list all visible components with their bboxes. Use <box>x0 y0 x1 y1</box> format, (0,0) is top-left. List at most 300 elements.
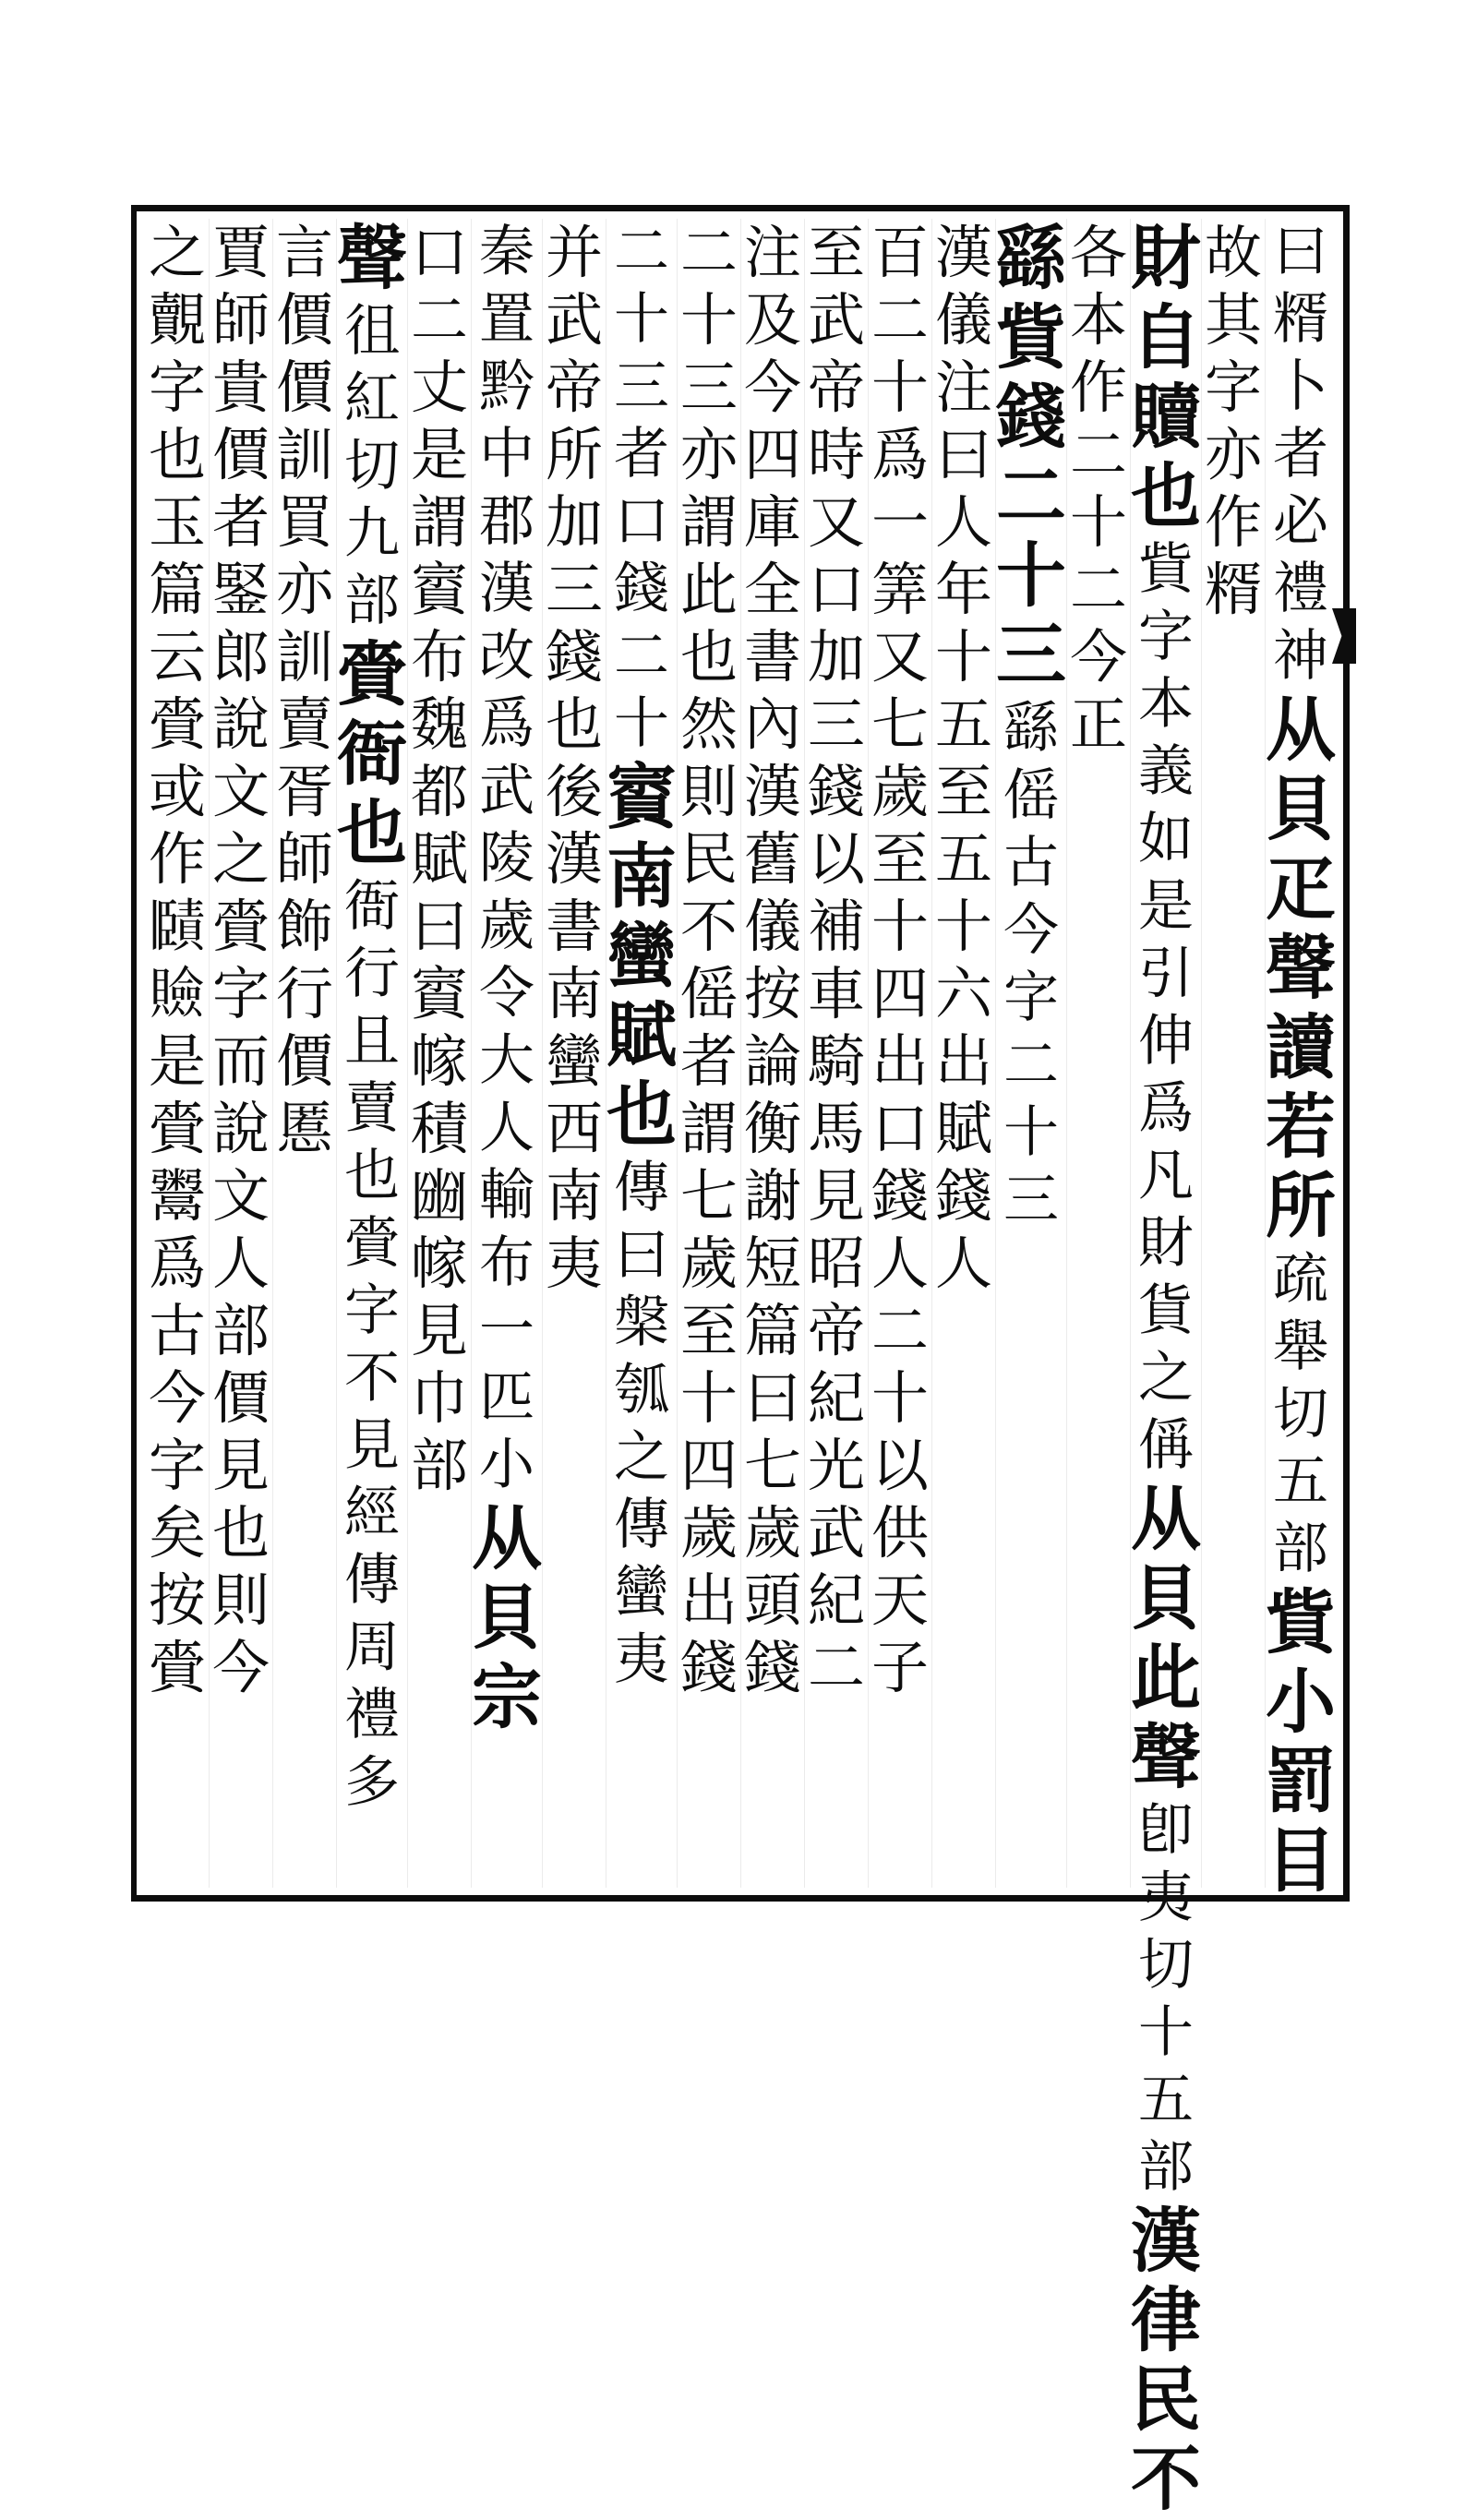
commentary-char: 中 <box>479 422 534 486</box>
commentary-char: 出 <box>934 1027 992 1095</box>
commentary-char: 漢 <box>934 219 992 286</box>
commentary-char: 論 <box>743 1027 801 1095</box>
main-text-char: 此 <box>1131 1637 1201 1719</box>
main-text-char: 蠻 <box>606 915 677 997</box>
commentary-char: 鋻 <box>211 556 270 623</box>
commentary-char: 且 <box>344 1009 400 1074</box>
commentary-char: 賦 <box>410 825 468 893</box>
commentary-char: 筭 <box>871 556 929 623</box>
commentary-char: 者 <box>1273 422 1328 486</box>
main-text-char: 聲 <box>1131 1716 1201 1798</box>
commentary-char: 百 <box>871 219 929 286</box>
commentary-char: 蠻 <box>545 1027 603 1095</box>
commentary-char: 三 <box>545 556 603 623</box>
commentary-char: 郡 <box>479 489 534 554</box>
commentary-char: 二 <box>614 220 669 284</box>
main-text-char: 从 <box>1266 689 1336 771</box>
commentary-char: 者 <box>614 422 669 486</box>
commentary-char: 卜 <box>1273 354 1328 419</box>
commentary-char: 𧷤 <box>148 893 206 960</box>
commentary-char: 時 <box>807 421 865 488</box>
commentary-char: 又 <box>871 623 929 690</box>
commentary-char: 積 <box>410 1095 468 1162</box>
commentary-char: 賣 <box>275 690 333 758</box>
commentary-char: 錢 <box>614 557 669 621</box>
commentary-char: 及 <box>743 286 801 354</box>
commentary-char: 南 <box>545 1162 603 1230</box>
commentary-char: 凡 <box>1138 1144 1194 1208</box>
commentary-char: 丈 <box>410 354 468 421</box>
commentary-char: 繇 <box>1003 696 1059 761</box>
commentary-char: 書 <box>545 893 603 960</box>
commentary-char: 一 <box>479 1298 534 1362</box>
text-column-1 <box>1265 219 1336 1902</box>
commentary-char: 九 <box>344 501 400 566</box>
commentary-char: 十 <box>1138 2000 1194 2065</box>
text-column-12 <box>542 219 606 1888</box>
commentary-char: 買 <box>275 488 333 556</box>
commentary-char: 貴 <box>211 354 270 421</box>
text-columns <box>137 211 1343 2520</box>
commentary-char: 價 <box>275 286 333 354</box>
commentary-char: 是 <box>410 421 468 488</box>
commentary-char: 飾 <box>275 893 333 960</box>
commentary-char: 十 <box>871 354 929 421</box>
main-text-char: 民 <box>1131 2358 1201 2441</box>
commentary-char: 也 <box>148 421 206 488</box>
commentary-char: 十 <box>614 287 669 352</box>
commentary-char: 如 <box>1138 807 1194 871</box>
commentary-char: 人 <box>934 488 992 556</box>
commentary-char: 之 <box>211 825 270 893</box>
commentary-char: 亦 <box>1204 421 1262 488</box>
commentary-char: 小 <box>479 1433 534 1497</box>
commentary-char: 二 <box>410 286 468 354</box>
commentary-char: 師 <box>211 286 270 354</box>
commentary-char: 馬 <box>807 1095 865 1162</box>
commentary-char: 十 <box>934 623 992 690</box>
commentary-char: 漢 <box>545 825 603 893</box>
commentary-char: 玉 <box>148 488 206 556</box>
commentary-char: 部 <box>211 1297 270 1364</box>
main-text-char: 也 <box>1131 455 1201 537</box>
commentary-char: 傜 <box>1003 763 1059 828</box>
main-text-char: 聲 <box>1266 927 1336 1009</box>
commentary-char: 五 <box>1138 2068 1194 2132</box>
commentary-char: 字 <box>148 354 206 421</box>
commentary-char: 傳 <box>344 1548 400 1613</box>
commentary-char: 師 <box>275 825 333 893</box>
commentary-char: 見 <box>410 1297 468 1364</box>
commentary-char: 二 <box>871 286 929 354</box>
commentary-char: 又 <box>807 488 865 556</box>
commentary-char: 十 <box>934 893 992 960</box>
commentary-char: 賫 <box>148 690 206 758</box>
commentary-char: 慝 <box>275 1095 333 1162</box>
commentary-char: 瓠 <box>614 1358 669 1422</box>
commentary-char: 天 <box>871 1566 929 1634</box>
commentary-char: 說 <box>211 690 270 758</box>
commentary-char: 糈 <box>1273 287 1328 352</box>
main-text-char: 律 <box>1131 2279 1201 2361</box>
text-column-14 <box>407 219 471 1888</box>
commentary-char: 短 <box>743 1230 801 1297</box>
commentary-char: 十 <box>871 1364 929 1432</box>
main-text-char: 讀 <box>1266 1006 1336 1088</box>
commentary-char: 幏 <box>410 1027 468 1095</box>
text-column-11 <box>606 219 677 1888</box>
commentary-char: 庫 <box>743 488 801 556</box>
commentary-char: 則 <box>679 758 738 825</box>
commentary-char: 神 <box>1273 624 1328 689</box>
commentary-char: 二 <box>614 624 669 689</box>
commentary-char: 見 <box>807 1162 865 1230</box>
commentary-char: 禮 <box>1273 557 1328 621</box>
commentary-char: 人 <box>211 1230 270 1297</box>
commentary-char: 偁 <box>1138 1413 1194 1478</box>
commentary-char: 都 <box>410 758 468 825</box>
commentary-char: 騎 <box>807 1027 865 1095</box>
commentary-char: 不 <box>344 1346 400 1410</box>
commentary-char: 武 <box>479 759 534 823</box>
commentary-char: 七 <box>871 690 929 758</box>
commentary-char: 令 <box>479 961 534 1026</box>
main-text-char: 繇 <box>996 217 1066 299</box>
commentary-char: 衙 <box>344 874 400 939</box>
commentary-char: 見 <box>211 1432 270 1499</box>
main-text-char: 从 <box>1131 1478 1201 1560</box>
commentary-char: 謂 <box>410 488 468 556</box>
commentary-char: 賣 <box>344 1076 400 1141</box>
commentary-char: 今 <box>211 1634 270 1701</box>
main-text-char: 贖 <box>1131 376 1201 458</box>
commentary-char: 胥 <box>275 758 333 825</box>
commentary-char: 者 <box>211 488 270 556</box>
commentary-char: 至 <box>934 758 992 825</box>
commentary-char: 賦 <box>934 1095 992 1162</box>
commentary-char: 二 <box>679 219 738 286</box>
commentary-char: 亦 <box>275 556 333 623</box>
commentary-char: 年 <box>934 556 992 623</box>
commentary-char: 十 <box>679 286 738 354</box>
text-column-9 <box>740 219 804 1888</box>
commentary-char: 亦 <box>679 421 738 488</box>
commentary-char: 錢 <box>545 623 603 690</box>
commentary-char: 今 <box>1003 898 1059 963</box>
text-column-5 <box>995 219 1066 1888</box>
commentary-char: 以 <box>871 1432 929 1499</box>
main-text-char: 衙 <box>337 713 407 795</box>
commentary-char: 爲 <box>871 421 929 488</box>
main-text-char: 宗 <box>472 1656 542 1738</box>
commentary-char: 價 <box>211 1364 270 1432</box>
commentary-char: 疏 <box>1273 1247 1328 1312</box>
commentary-char: 注 <box>934 354 992 421</box>
main-text-char: 聲 <box>337 217 407 299</box>
commentary-char: 武 <box>807 286 865 354</box>
commentary-char: 謂 <box>679 488 738 556</box>
main-text-char: 小 <box>1266 1661 1336 1743</box>
commentary-char: 全 <box>743 556 801 623</box>
commentary-char: 巾 <box>410 1364 468 1432</box>
commentary-char: 加 <box>545 488 603 556</box>
commentary-char: 經 <box>344 1481 400 1545</box>
commentary-char: 二 <box>1003 1033 1059 1098</box>
commentary-char: 賫 <box>344 1211 400 1276</box>
commentary-char: 匹 <box>479 1365 534 1430</box>
commentary-char: 部 <box>1138 2135 1194 2200</box>
commentary-char: 曰 <box>743 1364 801 1432</box>
commentary-char: 南 <box>545 960 603 1027</box>
commentary-char: 古 <box>148 1297 206 1364</box>
commentary-char: 輸 <box>479 1163 534 1228</box>
commentary-char: 或 <box>148 758 206 825</box>
commentary-char: 切 <box>1273 1382 1328 1446</box>
text-column-17 <box>209 219 272 1888</box>
commentary-char: 魏 <box>410 690 468 758</box>
commentary-char: 歲 <box>479 894 534 958</box>
commentary-char: 後 <box>545 758 603 825</box>
print-frame <box>131 205 1350 2520</box>
commentary-char: 郎 <box>211 623 270 690</box>
commentary-char: 二 <box>1069 556 1127 623</box>
commentary-char: 內 <box>743 690 801 758</box>
commentary-char: 引 <box>1138 942 1194 1006</box>
commentary-char: 至 <box>679 1297 738 1364</box>
commentary-char: 舊 <box>743 825 801 893</box>
commentary-char: 二 <box>807 1634 865 1701</box>
main-text-char: 貲 <box>1266 1581 1336 1663</box>
commentary-char: 口 <box>871 1095 929 1162</box>
commentary-char: 也 <box>211 1499 270 1566</box>
text-column-2 <box>1201 219 1265 1888</box>
commentary-char: 至 <box>871 825 929 893</box>
commentary-char: 價 <box>275 1027 333 1095</box>
commentary-char: 三 <box>1003 1168 1059 1232</box>
commentary-char: 價 <box>275 354 333 421</box>
commentary-char: 錢 <box>679 1634 738 1701</box>
commentary-char: 篇 <box>743 1297 801 1364</box>
commentary-char: 周 <box>344 1615 400 1680</box>
commentary-char: 爲 <box>1138 1076 1194 1141</box>
main-text-char: 錢 <box>996 376 1066 458</box>
main-text-char: 二 <box>996 455 1066 537</box>
commentary-char: 訓 <box>275 421 333 488</box>
commentary-char: 光 <box>807 1432 865 1499</box>
commentary-char: 切 <box>344 434 400 498</box>
commentary-char: 歲 <box>679 1230 738 1297</box>
commentary-char: 布 <box>410 623 468 690</box>
text-column-15 <box>336 219 407 1888</box>
commentary-char: 至 <box>807 219 865 286</box>
commentary-char: 加 <box>807 623 865 690</box>
commentary-char: 幏 <box>410 1230 468 1297</box>
text-column-3 <box>1130 217 1201 2520</box>
commentary-char: 之 <box>1138 1346 1194 1410</box>
commentary-char: 漢 <box>479 557 534 621</box>
commentary-char: 五 <box>1273 1449 1328 1514</box>
commentary-char: 賫 <box>148 1095 206 1162</box>
commentary-char: 然 <box>679 690 738 758</box>
main-text-char: 十 <box>996 534 1066 617</box>
commentary-char: 并 <box>545 219 603 286</box>
main-text-char: 貝 <box>472 1577 542 1659</box>
commentary-char: 昭 <box>807 1230 865 1297</box>
commentary-char: 字 <box>344 1278 400 1343</box>
main-text-char: 南 <box>606 835 677 918</box>
main-text-char: 从 <box>472 1497 542 1579</box>
commentary-char: 黔 <box>479 354 534 419</box>
commentary-char: 不 <box>679 893 738 960</box>
commentary-char: 七 <box>679 1162 738 1230</box>
commentary-char: 夷 <box>614 1627 669 1692</box>
commentary-char: 謝 <box>743 1162 801 1230</box>
commentary-char: 口 <box>410 219 468 286</box>
commentary-char: 賨 <box>410 556 468 623</box>
commentary-char: 謂 <box>679 1095 738 1162</box>
commentary-char: 部 <box>1273 1517 1328 1581</box>
commentary-char: 曰 <box>410 893 468 960</box>
commentary-char: 子 <box>871 1634 929 1701</box>
commentary-char: 舉 <box>1273 1314 1328 1379</box>
main-text-char: 貲 <box>996 296 1066 378</box>
commentary-char: 陵 <box>479 826 534 891</box>
commentary-char: 十 <box>1003 1100 1059 1165</box>
commentary-char: 民 <box>679 825 738 893</box>
commentary-char: 十 <box>679 1364 738 1432</box>
commentary-char: 十 <box>871 893 929 960</box>
commentary-char: 今 <box>743 354 801 421</box>
commentary-char: 供 <box>871 1499 929 1566</box>
commentary-char: 四 <box>743 421 801 488</box>
main-text-char: 罰 <box>1266 1740 1336 1822</box>
commentary-char: 置 <box>479 287 534 352</box>
commentary-char: 本 <box>1138 672 1194 737</box>
commentary-char: 禮 <box>344 1683 400 1747</box>
commentary-char: 義 <box>1138 739 1194 804</box>
main-text-char: 自 <box>1131 296 1201 378</box>
commentary-char: 錢 <box>871 1162 929 1230</box>
commentary-char: 二 <box>871 1297 929 1364</box>
commentary-char: 部 <box>344 569 400 633</box>
commentary-char: 價 <box>211 421 270 488</box>
commentary-char: 字 <box>1003 966 1059 1030</box>
commentary-char: 行 <box>275 960 333 1027</box>
commentary-char: 文 <box>211 1162 270 1230</box>
commentary-char: 今 <box>148 1364 206 1432</box>
commentary-char: 紀 <box>807 1566 865 1634</box>
commentary-char: 口 <box>614 489 669 554</box>
main-text-char: 貝 <box>1131 1557 1201 1639</box>
commentary-char: 儀 <box>934 286 992 354</box>
commentary-char: 其 <box>1204 286 1262 354</box>
commentary-char: 字 <box>211 960 270 1027</box>
text-column-13 <box>471 219 542 1888</box>
main-text-char: 若 <box>1266 1086 1336 1168</box>
commentary-char: 說 <box>211 1095 270 1162</box>
text-column-10 <box>677 219 740 1888</box>
main-text-char: 也 <box>606 1074 677 1156</box>
commentary-char: 人 <box>871 1230 929 1297</box>
commentary-char: 人 <box>479 1096 534 1160</box>
main-text-char: 漢 <box>1131 2200 1201 2282</box>
commentary-char: 必 <box>1273 489 1328 554</box>
commentary-char: 云 <box>148 623 206 690</box>
commentary-char: 三 <box>614 354 669 419</box>
commentary-char: 貲 <box>1138 537 1194 602</box>
commentary-char: 傳 <box>614 1156 669 1220</box>
commentary-char: 篇 <box>148 556 206 623</box>
commentary-char: 一 <box>871 488 929 556</box>
commentary-char: 歲 <box>679 1499 738 1566</box>
main-text-char: 財 <box>1131 217 1201 299</box>
commentary-char: 蠻 <box>614 1560 669 1625</box>
commentary-char: 歲 <box>743 1499 801 1566</box>
commentary-char: 作 <box>1069 354 1127 421</box>
commentary-char: 賈 <box>211 219 270 286</box>
text-column-7 <box>868 219 931 1888</box>
commentary-char: 十 <box>614 691 669 756</box>
main-text-char: 目 <box>1266 1819 1336 1902</box>
commentary-char: 賫 <box>148 1634 206 1701</box>
main-text-char: 疋 <box>1266 847 1336 930</box>
commentary-char: 作 <box>1204 488 1262 556</box>
commentary-char: 部 <box>410 1432 468 1499</box>
commentary-char: 伸 <box>1138 1009 1194 1074</box>
commentary-char: 覿 <box>148 286 206 354</box>
main-text-char: 也 <box>337 792 407 874</box>
commentary-char: 錢 <box>934 1162 992 1230</box>
commentary-char: 卽 <box>1138 1798 1194 1863</box>
commentary-char: 西 <box>545 1095 603 1162</box>
commentary-char: 㟗 <box>410 1162 468 1230</box>
commentary-char: 也 <box>344 1144 400 1208</box>
commentary-char: 儀 <box>743 893 801 960</box>
commentary-char: 按 <box>743 960 801 1027</box>
commentary-char: 錢 <box>807 758 865 825</box>
commentary-char: 紀 <box>807 1364 865 1432</box>
commentary-char: 之 <box>614 1425 669 1490</box>
commentary-char: 五 <box>934 825 992 893</box>
commentary-char: 𧸘 <box>148 960 206 1027</box>
commentary-char: 十 <box>1069 488 1127 556</box>
commentary-char: 歲 <box>871 758 929 825</box>
commentary-char: 爲 <box>148 1230 206 1297</box>
commentary-char: 貨 <box>1138 1278 1194 1343</box>
text-column-6 <box>931 219 995 1888</box>
commentary-char: 此 <box>679 556 738 623</box>
commentary-char: 注 <box>743 219 801 286</box>
commentary-char: 也 <box>679 623 738 690</box>
commentary-char: 今 <box>1069 623 1127 690</box>
commentary-char: 漢 <box>743 758 801 825</box>
text-column-8 <box>804 219 868 1888</box>
main-text-char: 三 <box>996 614 1066 696</box>
commentary-char: 改 <box>479 624 534 689</box>
commentary-char: 武 <box>807 1499 865 1566</box>
commentary-char: 古 <box>1003 831 1059 895</box>
commentary-char: 布 <box>479 1230 534 1295</box>
commentary-char: 各 <box>1069 219 1127 286</box>
commentary-char: 書 <box>743 623 801 690</box>
commentary-char: 也 <box>545 690 603 758</box>
commentary-char: 大 <box>479 1028 534 1093</box>
commentary-char: 頭 <box>743 1566 801 1634</box>
commentary-char: 秦 <box>479 220 534 284</box>
commentary-char: 槃 <box>614 1290 669 1355</box>
commentary-char: 紅 <box>344 366 400 431</box>
commentary-char: 七 <box>743 1432 801 1499</box>
